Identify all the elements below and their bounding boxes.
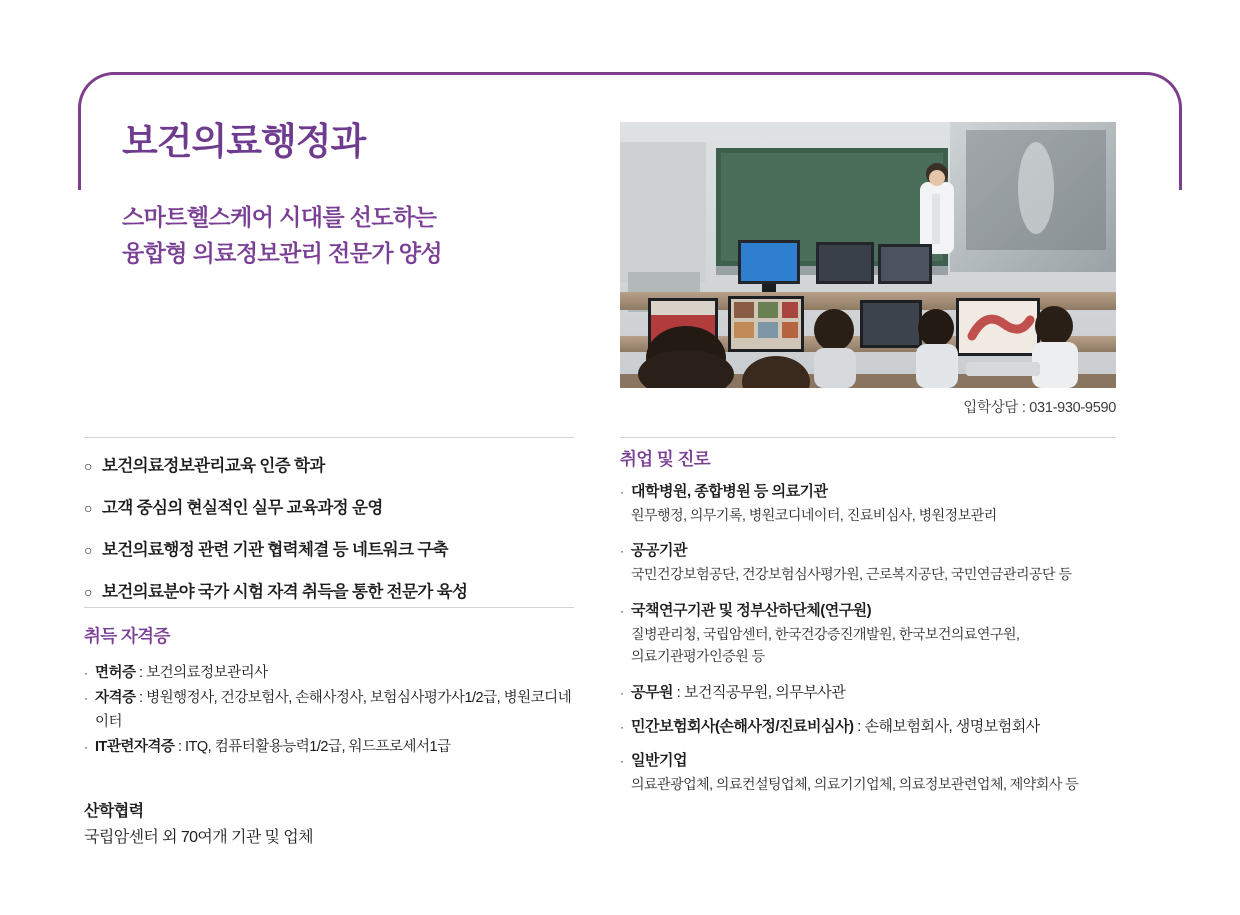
employment-item-title: 일반기업 xyxy=(631,751,687,769)
certificates-heading: 취득 자격증 xyxy=(84,626,170,646)
circle-bullet-icon: ○ xyxy=(84,458,92,474)
dot-bullet-icon: · xyxy=(620,544,624,559)
employment-item-detail: : 보건직공무원, 의무부사관 xyxy=(672,683,846,701)
employment-item-title: 공무원 xyxy=(631,683,673,701)
circle-bullet-icon: ○ xyxy=(84,584,92,600)
page-title: 보건의료행정과 xyxy=(122,121,366,162)
feature-item-label: 고객 중심의 현실적인 실무 교육과정 운영 xyxy=(102,499,383,517)
tagline-line-1: 스마트헬스케어 시대를 선도하는 xyxy=(122,204,437,230)
employment-item xyxy=(620,681,1140,702)
certificate-item-value: : ITQ, 컴퓨터활용능력1/2급, 워드프로세서1급 xyxy=(174,739,451,756)
dot-bullet-icon: · xyxy=(620,485,624,499)
employment-item-description xyxy=(631,623,1140,668)
employment-list xyxy=(620,480,1140,808)
feature-item xyxy=(84,452,584,476)
certificates-list xyxy=(84,662,584,762)
employment-description-line: 질병관리청, 국립암센터, 한국건강증진개발원, 한국보건의료연구원, xyxy=(631,625,1020,642)
employment-item-title: 대학병원, 종합병원 등 의료기관 xyxy=(631,483,828,500)
employment-item xyxy=(620,539,1140,585)
certificate-item xyxy=(84,736,584,759)
employment-item xyxy=(620,599,1140,668)
dot-bullet-icon: · xyxy=(620,753,624,768)
certificate-item xyxy=(84,687,584,734)
employment-item-description xyxy=(631,773,1140,795)
divider-right-top xyxy=(620,437,1116,438)
industry-cooperation-body: 국립암센터 외 70여개 기관 및 업체 xyxy=(84,829,313,846)
employment-description-line: 의료기관평가인증원 등 xyxy=(631,648,765,665)
employment-item-description xyxy=(631,563,1140,585)
dot-bullet-icon: · xyxy=(84,666,88,680)
employment-item xyxy=(620,480,1140,526)
industry-cooperation-heading: 산학협력 xyxy=(84,803,144,820)
employment-item-detail: : 손해보험회사, 생명보험회사 xyxy=(853,717,1040,735)
dot-bullet-icon: · xyxy=(620,685,624,700)
certificate-item-value: : 보건의료정보관리사 xyxy=(135,665,268,681)
tagline-line-2: 융합형 의료정보관리 전문가 양성 xyxy=(122,239,443,266)
feature-item xyxy=(84,536,584,560)
feature-item-label: 보건의료정보관리교육 인증 학과 xyxy=(102,457,325,475)
feature-item xyxy=(84,578,584,602)
page-tagline xyxy=(122,200,442,271)
employment-description-line: 국민건강보험공단, 건강보험심사평가원, 근로복지공단, 국민연금관리공단 등 xyxy=(631,566,1072,583)
certificate-item-value: : 병원행정사, 건강보험사, 손해사정사, 보험심사평가사1/2급, 병원코디네이터 xyxy=(95,690,572,730)
employment-heading: 취업 및 진로 xyxy=(620,449,711,469)
feature-item xyxy=(84,494,584,518)
employment-item-title: 민간보험회사(손해사정/진료비심사) xyxy=(631,717,854,735)
feature-item-label: 보건의료행정 관련 기관 협력체결 등 네트워크 구축 xyxy=(102,541,449,559)
circle-bullet-icon: ○ xyxy=(84,500,92,516)
certificate-item-label: 면허증 xyxy=(95,665,136,681)
certificate-item-text xyxy=(95,736,451,759)
employment-description-line: 의료관광업체, 의료컨설팅업체, 의료기기업체, 의료정보관련업체, 제약회사 등 xyxy=(631,775,1079,792)
certificate-item-label: 자격증 xyxy=(95,690,136,707)
employment-item xyxy=(620,715,1140,736)
classroom-photo-illustration xyxy=(620,122,1116,388)
employment-item xyxy=(620,749,1140,795)
employment-item-title: 국책연구기관 및 정부산하단체(연구원) xyxy=(631,601,872,619)
certificate-item-text xyxy=(95,662,268,685)
dot-bullet-icon: · xyxy=(84,740,88,755)
employment-item-title: 공공기관 xyxy=(631,542,687,560)
admission-contact: 입학상담 : 031-930-9590 xyxy=(963,400,1116,416)
certificate-item xyxy=(84,662,584,685)
dot-bullet-icon: · xyxy=(84,691,88,706)
employment-description-line: 원무행정, 의무기록, 병원코디네이터, 진료비심사, 병원정보관리 xyxy=(631,507,997,523)
certificate-item-label: IT관련자격증 xyxy=(95,739,175,756)
dot-bullet-icon: · xyxy=(620,603,624,618)
certificate-item-text xyxy=(95,687,584,734)
employment-item-description xyxy=(631,504,1140,526)
dot-bullet-icon: · xyxy=(620,719,624,734)
feature-list xyxy=(84,452,584,620)
divider-left-top xyxy=(84,437,574,438)
circle-bullet-icon: ○ xyxy=(84,542,92,558)
feature-item-label: 보건의료분야 국가 시험 자격 취득을 통한 전문가 육성 xyxy=(102,583,468,601)
classroom-photo xyxy=(620,122,1116,388)
